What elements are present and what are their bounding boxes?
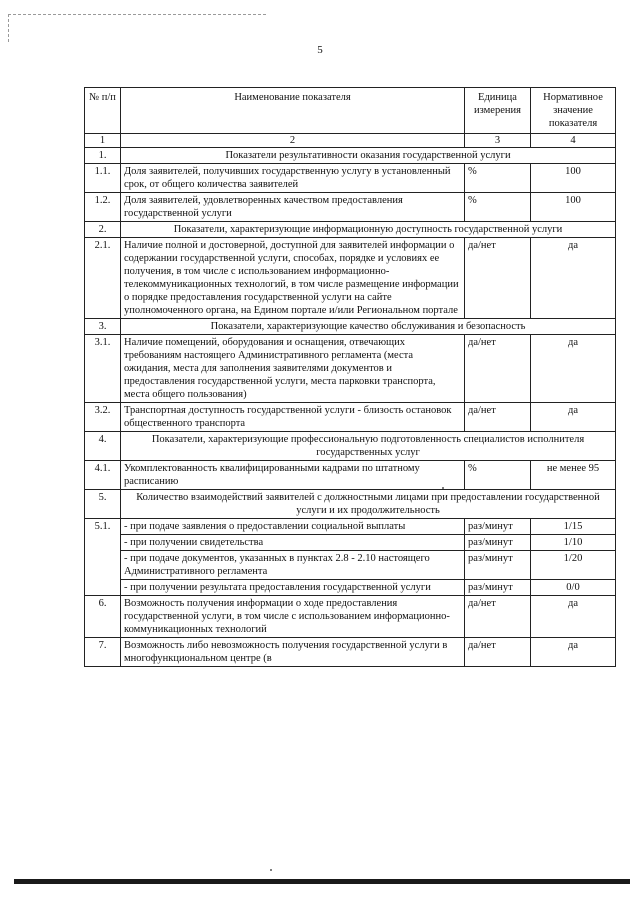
section-row (85, 490, 616, 519)
unit: да/нет (465, 596, 531, 638)
row-number: 1.1. (85, 164, 121, 193)
row-number: 3.1. (85, 335, 121, 403)
header-number: № п/п (85, 88, 121, 134)
row-number: 1.2. (85, 193, 121, 222)
indicator-name: Возможность получения информации о ходе предоставления государственной услуги, в том числе с использованием информационно-коммуникационных технологий (121, 596, 465, 638)
column-number: 1 (85, 134, 121, 148)
table-row (85, 164, 616, 193)
unit: раз/минут (465, 519, 531, 535)
indicator-name: Возможность либо невозможность получения государственной услуги в многофункциональном центре (в (121, 638, 465, 667)
normative-value: 1/20 (531, 551, 616, 580)
row-number: 5.1. (85, 519, 121, 596)
section-title: Показатели, характеризующие информационную доступность государственной услуги (121, 222, 616, 238)
normative-value: 1/10 (531, 535, 616, 551)
normative-value: да (531, 335, 616, 403)
section-row (85, 432, 616, 461)
section-row (85, 148, 616, 164)
indicator-name: Доля заявителей, удовлетворенных качеством предоставления государственной услуги (121, 193, 465, 222)
normative-value: 1/15 (531, 519, 616, 535)
column-number: 2 (121, 134, 465, 148)
normative-value: 100 (531, 164, 616, 193)
table-row (85, 519, 616, 535)
indicator-name: - при подаче заявления о предоставлении социальной выплаты (121, 519, 465, 535)
row-number: 4. (85, 432, 121, 461)
column-number: 3 (465, 134, 531, 148)
row-number: 2. (85, 222, 121, 238)
section-title: Показатели, характеризующие качество обслуживания и безопасность (121, 319, 616, 335)
unit: да/нет (465, 238, 531, 319)
section-row (85, 222, 616, 238)
indicator-name: Наличие полной и достоверной, доступной для заявителей информации о содержании государственной услуги, способах, порядке и условиях ее получения, в том числе с использованием информационно-телекоммуникационных технологий, в том числе размещение информации о порядке предоставления государственной услуги на сайте уполномоченного органа, на Едином портале и/или Региональном портале (121, 238, 465, 319)
unit: раз/минут (465, 580, 531, 596)
normative-value: не менее 95 (531, 461, 616, 490)
unit: раз/минут (465, 535, 531, 551)
header-normative-value: Нормативное значение показателя (531, 88, 616, 134)
table-row (85, 596, 616, 638)
row-number: 5. (85, 490, 121, 519)
table-row (85, 461, 616, 490)
normative-value: 0/0 (531, 580, 616, 596)
unit: % (465, 164, 531, 193)
unit: да/нет (465, 335, 531, 403)
indicator-name: - при получении результата предоставления государственной услуги (121, 580, 465, 596)
indicator-name: Транспортная доступность государственной услуги - близость остановок общественного транспорта (121, 403, 465, 432)
table-row (85, 535, 616, 551)
table-header-row (85, 88, 616, 134)
table-row (85, 193, 616, 222)
normative-value: да (531, 596, 616, 638)
indicator-name: - при получении свидетельства (121, 535, 465, 551)
table-row (85, 580, 616, 596)
indicator-name: Укомплектованность квалифицированными кадрами по штатному расписанию (121, 461, 465, 490)
indicator-name: Доля заявителей, получивших государственную услугу в установленный срок, от общего количества заявителей (121, 164, 465, 193)
unit: % (465, 461, 531, 490)
table-row (85, 403, 616, 432)
scan-speck (270, 869, 272, 871)
page-number: 5 (317, 44, 323, 56)
table-row (85, 335, 616, 403)
normative-value: да (531, 238, 616, 319)
row-number: 4.1. (85, 461, 121, 490)
table-row (85, 638, 616, 667)
row-number: 2.1. (85, 238, 121, 319)
section-row (85, 319, 616, 335)
scan-speck (442, 487, 444, 489)
indicator-name: Наличие помещений, оборудования и оснащения, отвечающих требованиям настоящего Административного регламента (места ожидания, места для заполнения заявителями документов и предоставления государственной услуги, места парковки транспорта, места общего пользования) (121, 335, 465, 403)
unit: % (465, 193, 531, 222)
row-number: 7. (85, 638, 121, 667)
normative-value: да (531, 638, 616, 667)
row-number: 3.2. (85, 403, 121, 432)
scan-edge-mark (8, 14, 266, 15)
normative-value: да (531, 403, 616, 432)
column-number: 4 (531, 134, 616, 148)
column-number-row (85, 134, 616, 148)
row-number: 3. (85, 319, 121, 335)
indicators-table (84, 87, 616, 667)
unit: раз/минут (465, 551, 531, 580)
scan-bottom-edge (14, 879, 630, 884)
section-title: Показатели, характеризующие профессиональную подготовленность специалистов исполнителя государственных услуг (121, 432, 616, 461)
table-row (85, 551, 616, 580)
unit: да/нет (465, 403, 531, 432)
indicator-name: - при подаче документов, указанных в пунктах 2.8 - 2.10 настоящего Административного регламента (121, 551, 465, 580)
normative-value: 100 (531, 193, 616, 222)
header-unit: Единица измерения (465, 88, 531, 134)
scan-edge-mark (8, 14, 9, 42)
section-title: Показатели результативности оказания государственной услуги (121, 148, 616, 164)
header-indicator-name: Наименование показателя (121, 88, 465, 134)
unit: да/нет (465, 638, 531, 667)
table-row (85, 238, 616, 319)
row-number: 1. (85, 148, 121, 164)
row-number: 6. (85, 596, 121, 638)
section-title: Количество взаимодействий заявителей с должностными лицами при предоставлении государственной услуги и их продолжительность (121, 490, 616, 519)
